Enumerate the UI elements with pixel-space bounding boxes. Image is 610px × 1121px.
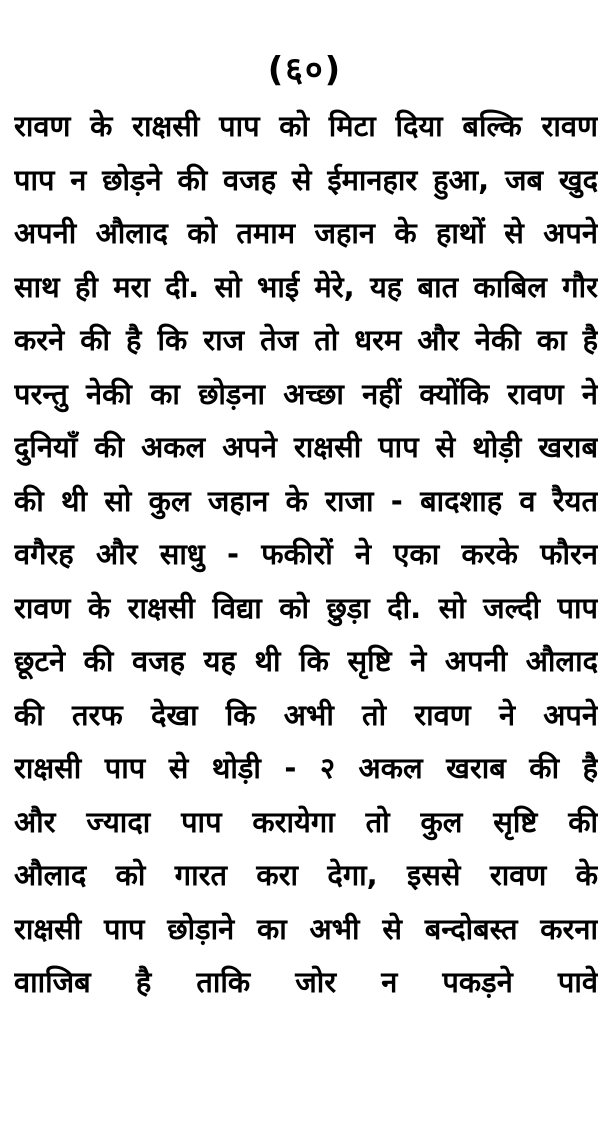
- text-line: वगैरह और साधु - फकीरों ने एका करके फौरन: [14, 537, 598, 571]
- text-line: परन्तु नेकी का छोड़ना अच्छा नहीं क्योंकि रावण ने: [14, 376, 598, 411]
- text-line: पाप न छोड़ने की वजह से ईमानहार हुआ, जब खुद: [14, 162, 598, 197]
- text-line: साथ ही मरा दी. सो भाई मेरे, यह बात काबिल गौर: [14, 269, 598, 304]
- text-line: वााजिब है ताकि जोर न पकड़ने पावे: [14, 965, 598, 999]
- text-line: रावण के राक्षसी पाप को मिटा दिया बल्कि रावण: [14, 109, 598, 143]
- text-line: की थी सो कुल जहान के राजा - बादशाह व रैयत: [14, 483, 598, 518]
- text-line: राक्षसी पाप से थोड़ी - २ अकल खराब की है: [14, 751, 598, 785]
- text-line: रावण के राक्षसी विद्या को छुड़ा दी. सो जल्दी पाप: [14, 590, 598, 625]
- text-line: की तरफ देखा कि अभी तो रावण ने अपने: [14, 697, 598, 732]
- text-line: राक्षसी पाप छोड़ाने का अभी से बन्दोबस्त करना: [14, 911, 598, 946]
- text-line: और ज्यादा पाप करायेगा तो कुल सृष्टि की: [14, 804, 598, 839]
- page-number: (६०): [267, 50, 343, 90]
- text-line: करने की है कि राज तेज तो धरम और नेकी का है: [14, 323, 598, 357]
- text-line: दुनियाँ की अकल अपने राक्षसी पाप से थोड़ी खराब: [14, 430, 598, 464]
- text-line: अपनी औलाद को तमाम जहान के हाथों से अपने: [14, 216, 598, 250]
- text-line: औलाद को गारत करा देगा, इससे रावण के: [14, 858, 598, 892]
- body-text: [14, 100, 598, 1010]
- text-line: छूटने की वजह यह थी कि सृष्टि ने अपनी औलाद: [14, 644, 598, 678]
